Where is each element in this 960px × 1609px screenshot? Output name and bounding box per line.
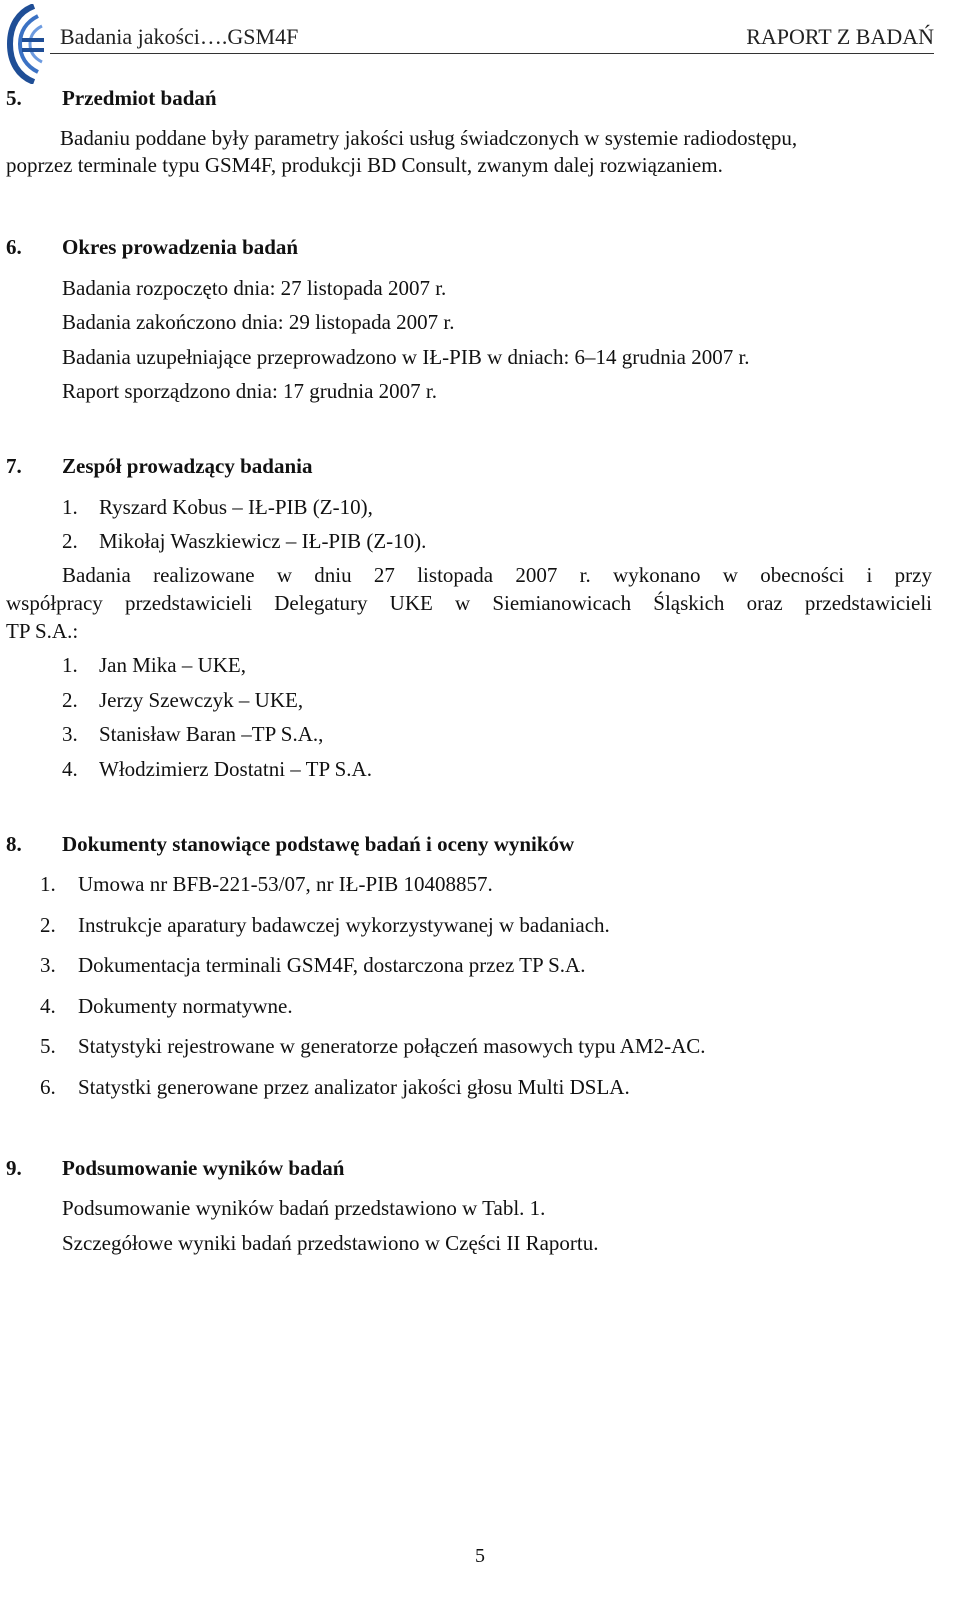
list-text: Instrukcje aparatury badawczej wykorzystywanej w badaniach. bbox=[78, 913, 610, 937]
list-number: 4. bbox=[62, 757, 78, 781]
list-item bbox=[40, 1075, 630, 1100]
date-line: Badania zakończono dnia: 29 listopada 2007 r. bbox=[62, 310, 455, 334]
section-title: Przedmiot badań bbox=[62, 86, 217, 110]
date-line: Badania rozpoczęto dnia: 27 listopada 2007 r. bbox=[62, 276, 447, 300]
section-9-heading bbox=[6, 1156, 344, 1181]
section-title: Okres prowadzenia badań bbox=[62, 235, 299, 259]
paragraph-line: Szczegółowe wyniki badań przedstawiono w Części II Raportu. bbox=[62, 1231, 599, 1255]
list-number: 3. bbox=[62, 722, 78, 746]
list-text: Umowa nr BFB-221-53/07, nr IŁ-PIB 10408857. bbox=[78, 872, 493, 896]
list-item bbox=[40, 872, 493, 897]
list-text: Statystki generowane przez analizator jakości głosu Multi DSLA. bbox=[78, 1075, 630, 1099]
paragraph-line: współpracy przedstawicieli Delegatury UKE w Siemianowicach Śląskich oraz przedstawicieli bbox=[6, 591, 932, 615]
list-number: 1. bbox=[62, 653, 78, 677]
section-number: 8. bbox=[6, 832, 22, 856]
list-item bbox=[40, 913, 610, 938]
section-title: Zespół prowadzący badania bbox=[62, 454, 313, 478]
header-title: Badania jakości….GSM4F bbox=[60, 24, 299, 49]
list-item bbox=[62, 495, 373, 520]
list-text: Dokumenty normatywne. bbox=[78, 994, 293, 1018]
paragraph-line: Badaniu poddane były parametry jakości usług świadczonych w systemie radiodostępu, bbox=[60, 126, 798, 150]
list-item bbox=[62, 529, 426, 554]
list-text: Jerzy Szewczyk – UKE, bbox=[99, 688, 304, 712]
section-title: Podsumowanie wyników badań bbox=[62, 1156, 345, 1180]
list-item bbox=[40, 953, 585, 978]
list-item bbox=[62, 688, 303, 713]
list-text: Stanisław Baran –TP S.A., bbox=[99, 722, 324, 746]
list-text: Mikołaj Waszkiewicz – IŁ-PIB (Z-10). bbox=[99, 529, 427, 553]
list-item bbox=[40, 994, 293, 1019]
list-item bbox=[62, 757, 372, 782]
paragraph-line: Podsumowanie wyników badań przedstawiono w Tabl. 1. bbox=[62, 1196, 546, 1220]
list-number: 2. bbox=[62, 529, 78, 553]
paragraph-line: Badania realizowane w dniu 27 listopada 2007 r. wykonano w obecności i przy bbox=[62, 563, 932, 587]
list-number: 4. bbox=[40, 994, 56, 1018]
section-number: 6. bbox=[6, 235, 22, 259]
list-item bbox=[62, 722, 323, 747]
section-7-heading bbox=[6, 454, 313, 479]
section-number: 7. bbox=[6, 454, 22, 478]
header-report-label: RAPORT Z BADAŃ bbox=[746, 24, 934, 49]
list-number: 5. bbox=[40, 1034, 56, 1058]
page-header bbox=[0, 0, 960, 58]
page-number: 5 bbox=[475, 1545, 485, 1567]
list-item bbox=[40, 1034, 706, 1059]
section-title: Dokumenty stanowiące podstawę badań i oceny wyników bbox=[62, 832, 575, 856]
section-number: 9. bbox=[6, 1156, 22, 1180]
paragraph-line: poprzez terminale typu GSM4F, produkcji BD Consult, zwanym dalej rozwiązaniem. bbox=[6, 153, 723, 177]
paragraph-line: TP S.A.: bbox=[6, 619, 79, 643]
date-line: Badania uzupełniające przeprowadzono w IŁ-PIB w dniach: 6–14 grudnia 2007 r. bbox=[62, 345, 750, 369]
section-5-heading bbox=[6, 86, 217, 111]
section-8-heading bbox=[6, 832, 574, 857]
list-text: Dokumentacja terminali GSM4F, dostarczona przez TP S.A. bbox=[78, 953, 586, 977]
list-text: Ryszard Kobus – IŁ-PIB (Z-10), bbox=[99, 495, 373, 519]
header-divider bbox=[50, 53, 934, 54]
list-text: Włodzimierz Dostatni – TP S.A. bbox=[99, 757, 372, 781]
section-6-heading bbox=[6, 235, 298, 260]
list-text: Statystyki rejestrowane w generatorze połączeń masowych typu AM2-AC. bbox=[78, 1034, 706, 1058]
list-number: 6. bbox=[40, 1075, 56, 1099]
institute-logo-icon bbox=[4, 4, 48, 84]
list-number: 2. bbox=[40, 913, 56, 937]
date-line: Raport sporządzono dnia: 17 grudnia 2007 r. bbox=[62, 379, 438, 403]
section-number: 5. bbox=[6, 86, 22, 110]
list-number: 1. bbox=[62, 495, 78, 519]
list-number: 1. bbox=[40, 872, 56, 896]
list-number: 3. bbox=[40, 953, 56, 977]
list-item bbox=[62, 653, 246, 678]
list-text: Jan Mika – UKE, bbox=[99, 653, 246, 677]
list-number: 2. bbox=[62, 688, 78, 712]
